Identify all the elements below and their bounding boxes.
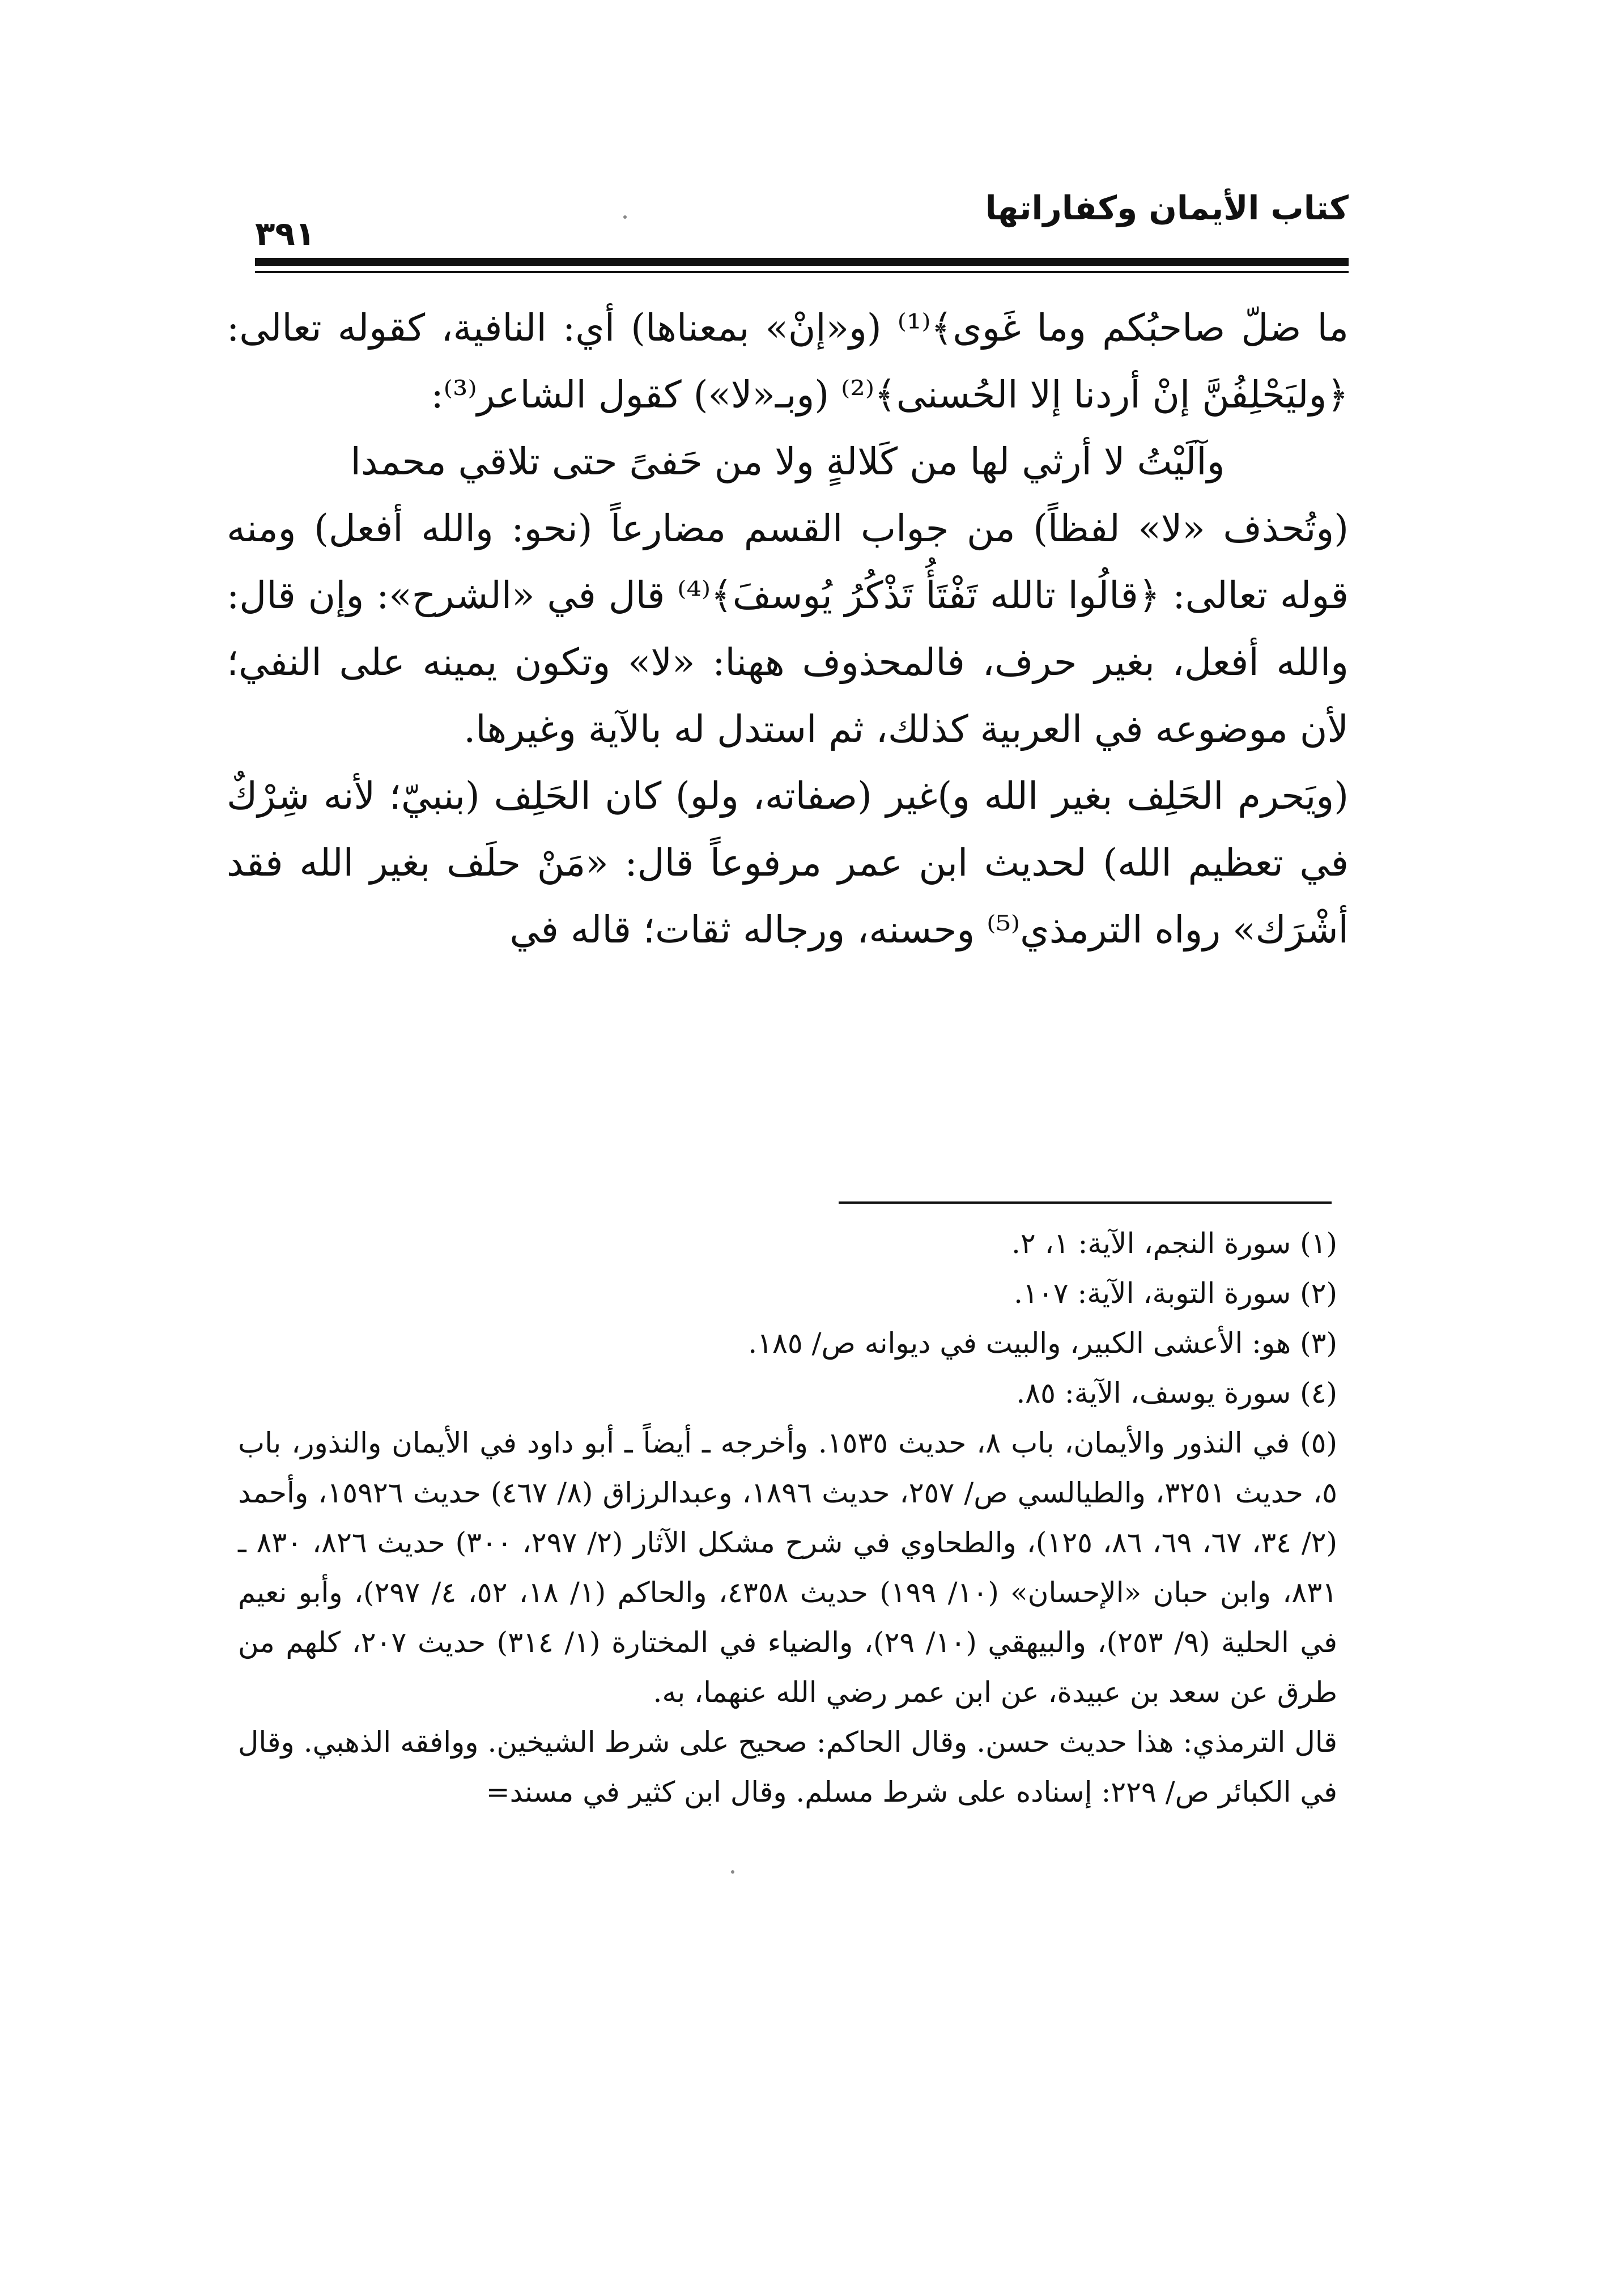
page-header <box>255 187 1349 255</box>
footnote-item: (٤) سورة يوسف، الآية: ٨٥. <box>1016 1377 1337 1409</box>
running-title: كتاب الأيمان وكفاراتها <box>985 189 1349 227</box>
scan-speck <box>731 1870 734 1874</box>
header-rule-thick <box>255 258 1349 266</box>
paragraph: (ويَحرم الحَلِف بغير الله و)غير (صفاته، ولو) كان الحَلِف (بنبيّ؛ لأنه شِرْكٌ في تعظيم الله) لحديث ابن عمر مرفوعاً قال: «مَنْ حلَف بغير الله فقد أشْرَك» رواه الترمذي⁽⁵⁾ وحسنه، ورجاله ثقات؛ قاله في <box>227 774 1349 952</box>
footnotes <box>238 1218 1337 1817</box>
footnote-item: (٢) سورة التوبة، الآية: ١٠٧. <box>1014 1277 1337 1310</box>
scan-speck <box>623 215 627 219</box>
footnote-item: (١) سورة النجم، الآية: ١، ٢. <box>1011 1227 1337 1260</box>
footnote-continuation: قال الترمذي: هذا حديث حسن. وقال الحاكم: صحيح على شرط الشيخين. ووافقه الذهبي. وقال في الكبائر ص/ ٢٢٩: إسناده على شرط مسلم. وقال ابن كثير في مسند= <box>238 1726 1337 1808</box>
footnote-item: (٥) في النذور والأيمان، باب ٨، حديث ١٥٣٥. وأخرجه ـ أيضاً ـ أبو داود في الأيمان والنذور، باب ٥، حديث ٣٢٥١، والطيالسي ص/ ٢٥٧، حديث ١٨٩٦، وعبدالرزاق (٨/ ٤٦٧) حديث ١٥٩٢٦، وأحمد (٢/ ٣٤، ٦٧، ٦٩، ٨٦، ١٢٥)، والطحاوي في شرح مشكل الآثار (٢/ ٢٩٧، ٣٠٠) حديث ٨٢٦، ٨٣٠ ـ ٨٣١، وابن حبان «الإحسان» (١٠/ ١٩٩) حديث ٤٣٥٨، والحاكم (١/ ١٨، ٥٢، ٤/ ٢٩٧)، وأبو نعيم في الحلية (٩/ ٢٥٣)، والبيهقي (١٠/ ٢٩)، والضياء في المختارة (١/ ٣١٤) حديث ٢٠٧، كلهم من طرق عن سعد بن عبيدة، عن ابن عمر رضي الله عنهما، به. <box>238 1426 1338 1709</box>
footnote-separator <box>839 1201 1332 1204</box>
main-text <box>227 295 1349 963</box>
paragraph: (وتُحذف «لا» لفظاً) من جواب القسم مضارعاً (نحو: والله أفعل) ومنه قوله تعالى: ﴿قالُوا تالله تَفْتَأُ تَذْكُرُ يُوسفَ﴾⁽⁴⁾ قال في «الشرح»: وإن قال: والله أفعل، بغير حرف، فالمحذوف ههنا: «لا» وتكون يمينه على النفي؛ لأن موضوعه في العربية كذلك، ثم استدل له بالآية وغيرها. <box>227 507 1349 751</box>
header-rule-thin <box>255 271 1349 273</box>
footnote-item: (٣) هو: الأعشى الكبير، والبيت في ديوانه ص/ ١٨٥. <box>748 1327 1337 1360</box>
page-number: ٣٩١ <box>255 214 316 253</box>
paragraph: ما ضلّ صاحبُكم وما غَوى﴾⁽¹⁾ (و«إنْ» بمعناها) أي: النافية، كقوله تعالى: ﴿وليَحْلِفُنَّ إنْ أردنا إلا الحُسنى﴾⁽²⁾ (وبـ«لا») كقول الشاعر⁽³⁾: <box>227 306 1349 417</box>
poetry-verse: وآلَيْتُ لا أرثي لها من كَلالةٍ ولا من حَفىً حتى تلاقي محمدا <box>350 440 1225 483</box>
